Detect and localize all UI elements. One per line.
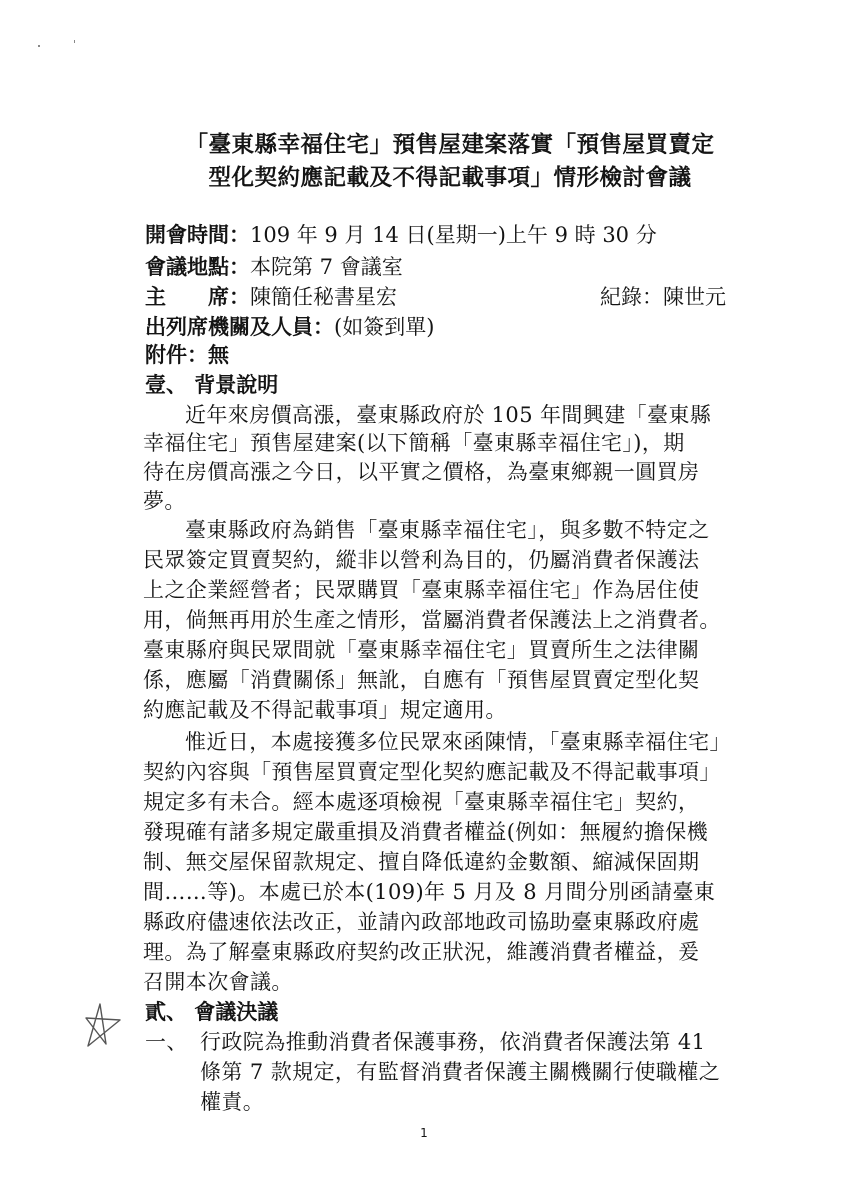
paragraph-line: 行政院為推動消費者保護事務，依消費者保護法第 41 bbox=[200, 1030, 706, 1054]
paragraph-line: 惟近日，本處接獲多位民眾來函陳情，「臺東縣幸福住宅」 bbox=[185, 730, 731, 754]
chair-row bbox=[145, 282, 397, 312]
scan-speck bbox=[38, 45, 40, 47]
paragraph-line: 縣政府儘速依法改正，並請內政部地政司協助臺東縣政府處 bbox=[143, 910, 700, 934]
paragraph-line: 待在房價高漲之今日，以平實之價格，為臺東鄉親一圓買房 bbox=[143, 460, 700, 484]
paragraph-line: 幸福住宅」預售屋建案(以下簡稱「臺東縣幸福住宅」)，期 bbox=[143, 431, 685, 455]
meeting-time-value: 109 年 9 月 14 日(星期一)上午 9 時 30 分 bbox=[250, 223, 657, 247]
meeting-time-row bbox=[145, 220, 657, 250]
paragraph-line: 發現確有諸多規定嚴重損及消費者權益(例如：無履約擔保機 bbox=[143, 820, 708, 844]
attendees-label: 出列席機關及人員： bbox=[145, 314, 334, 339]
attendees-row bbox=[145, 312, 434, 342]
paragraph-line: 制、無交屋保留款規定、擅自降低違約金數額、縮減保固期 bbox=[143, 850, 700, 874]
paragraph-line: 理。為了解臺東縣政府契約改正狀況，維護消費者權益，爰 bbox=[143, 940, 700, 964]
paragraph-line: 用，倘無再用於生產之情形，當屬消費者保護法上之消費者。 bbox=[143, 608, 721, 632]
paragraph-line: 係，應屬「消費關係」無訛，自應有「預售屋買賣定型化契 bbox=[143, 668, 700, 692]
paragraph-line: 臺東縣政府為銷售「臺東縣幸福住宅」，與多數不特定之 bbox=[185, 518, 710, 542]
paragraph-line: 規定多有未合。經本處逐項檢視「臺東縣幸福住宅」契約， bbox=[143, 790, 700, 814]
paragraph-line: 契約內容與「預售屋買賣定型化契約應記載及不得記載事項」 bbox=[143, 760, 721, 784]
paragraph-line: 權責。 bbox=[200, 1090, 265, 1114]
hand-drawn-star-mark bbox=[80, 1000, 124, 1050]
section-1-heading: 壹、 背景說明 bbox=[145, 372, 279, 397]
attendees-value: (如簽到單) bbox=[334, 315, 435, 339]
section-2-heading: 貳、 會議決議 bbox=[145, 999, 279, 1024]
location-label: 會議地點： bbox=[145, 254, 250, 279]
paragraph-line: 約應記載及不得記載事項」規定適用。 bbox=[143, 698, 507, 722]
location-value: 本院第 7 會議室 bbox=[250, 255, 403, 279]
paragraph-line: 臺東縣府與民眾間就「臺東縣幸福住宅」買賣所生之法律關 bbox=[143, 638, 700, 662]
paragraph-line: 上之企業經營者；民眾購買「臺東縣幸福住宅」作為居住使 bbox=[143, 578, 700, 602]
recorder: 紀錄：陳世元 bbox=[600, 285, 726, 309]
meeting-time-label: 開會時間： bbox=[145, 222, 250, 247]
document-title-line-2: 型化契約應記載及不得記載事項」情形檢討會議 bbox=[208, 165, 692, 191]
scan-speck bbox=[74, 40, 75, 43]
paragraph-line: 條第 7 款規定，有監督消費者保護主關機關行使職權之 bbox=[200, 1060, 721, 1084]
chair-label: 主 席： bbox=[145, 284, 250, 309]
paragraph-line: 夢。 bbox=[143, 489, 186, 513]
paragraph-line: 間……等)。本處已於本(109)年 5 月及 8 月間分別函請臺東 bbox=[143, 880, 716, 904]
paragraph-line: 召開本次會議。 bbox=[143, 970, 293, 994]
attachments-row bbox=[145, 340, 229, 370]
chair-value: 陳簡任秘書星宏 bbox=[250, 285, 397, 309]
document-title-line-1: 「臺東縣幸福住宅」預售屋建案落實「預售屋買賣定 bbox=[185, 132, 715, 158]
paragraph-line: 民眾簽定買賣契約，縱非以營利為目的，仍屬消費者保護法 bbox=[143, 548, 700, 572]
attachments-value: 無 bbox=[208, 342, 229, 367]
list-item-marker: 一、 bbox=[145, 1030, 188, 1054]
attachments-label: 附件： bbox=[145, 342, 208, 367]
paragraph-line: 近年來房價高漲，臺東縣政府於 105 年間興建「臺東縣 bbox=[185, 403, 712, 427]
page-number: 1 bbox=[420, 1126, 428, 1140]
location-row bbox=[145, 252, 403, 282]
